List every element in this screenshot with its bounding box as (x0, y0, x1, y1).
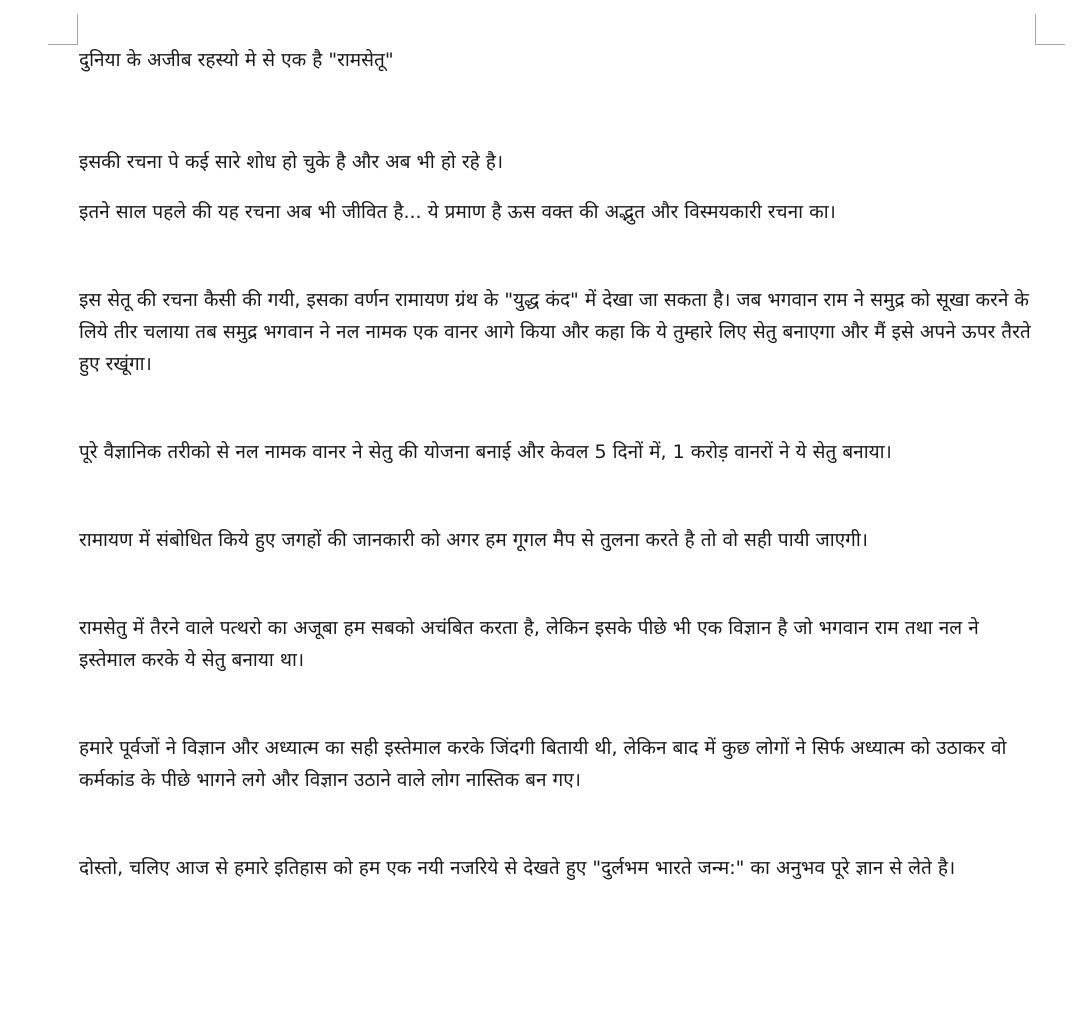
paragraph-8: दोस्तो, चलिए आज से हमारे इतिहास को हम एक नयी नजरिये से देखते हुए "दुर्लभम भारते जन्म:" का अनुभव पूरे ज्ञान से लेते है। (79, 857, 956, 879)
top-right-margin-mark (1035, 14, 1065, 45)
paragraph-3: इस सेतू की रचना कैसी की गयी, इसका वर्णन रामायण ग्रंथ के "युद्ध कंद" में देखा जा सकता है। जब भगवान राम ने समुद्र को सूखा करने के लिये तीर चलाया तब समुद्र भगवान ने नल नामक एक वानर आगे किया और कहा कि ये तुम्हारे लिए सेतु बनाएगा और मैं इसे अपने ऊपर तैरते हुए रखूंगा। (79, 289, 1031, 375)
document-title: दुनिया के अजीब रहस्यो मे से एक है "रामसेतू" (79, 49, 394, 71)
paragraph-1: इसकी रचना पे कई सारे शोध हो चुके है और अब भी हो रहे है। (79, 151, 504, 173)
top-left-margin-mark (48, 14, 78, 45)
paragraph-6: रामसेतु में तैरने वाले पत्थरो का अजूबा हम सबको अचंबित करता है, लेकिन इसके पीछे भी एक विज्ञान है जो भगवान राम तथा नल ने इस्तेमाल करके ये सेतु बनाया था। (79, 617, 979, 671)
paragraph-5: रामायण में संबोधित किये हुए जगहों की जानकारी को अगर हम गूगल मैप से तुलना करते है तो वो सही पायी जाएगी। (79, 529, 868, 551)
paragraph-7: हमारे पूर्वजों ने विज्ञान और अध्यात्म का सही इस्तेमाल करके जिंदगी बितायी थी, लेकिन बाद में कुछ लोगों ने सिर्फ अध्यात्म को उठाकर वो कर्मकांड के पीछे भागने लगे और विज्ञान उठाने वाले लोग नास्तिक बन गए। (79, 737, 1007, 791)
document-body[interactable] (79, 44, 1039, 884)
paragraph-4: पूरे वैज्ञानिक तरीको से नल नामक वानर ने सेतु की योजना बनाई और केवल 5 दिनों में, 1 करोड़ वानरों ने ये सेतु बनाया। (79, 441, 892, 463)
paragraph-2: इतने साल पहले की यह रचना अब भी जीवित है... ये प्रमाण है ऊस वक्त की अद्भुत और विस्मयकारी रचना का। (79, 201, 836, 223)
